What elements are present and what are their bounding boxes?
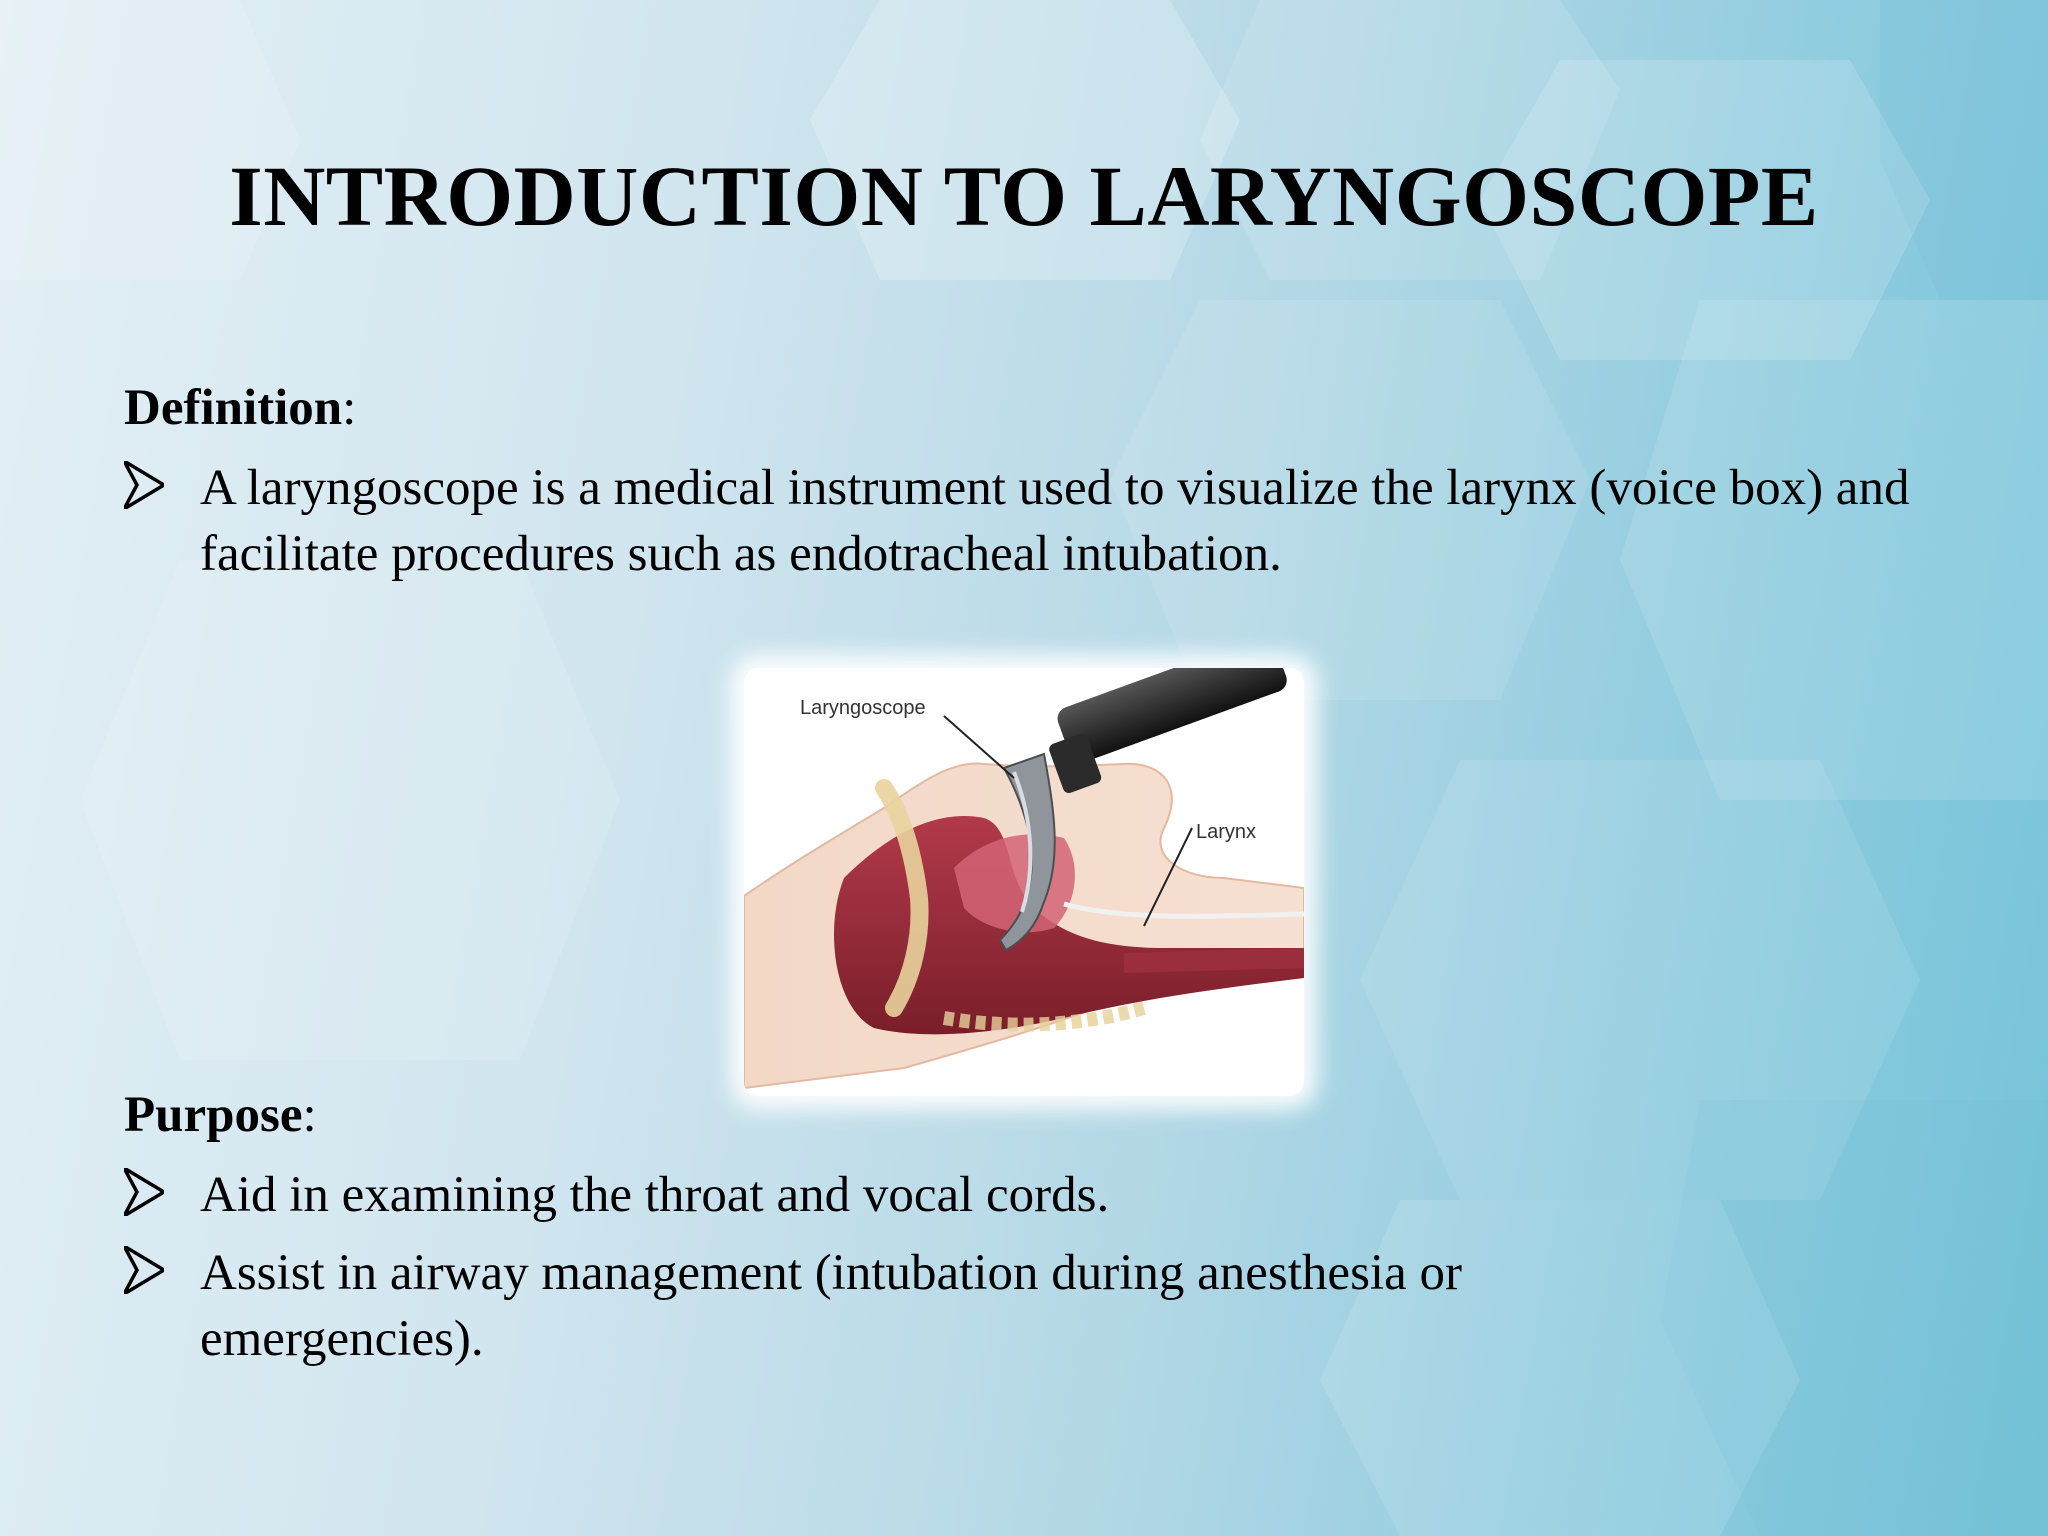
definition-heading (124, 378, 356, 438)
purpose-bullet-text: Aid in examining the throat and vocal cords. (200, 1167, 1110, 1223)
purpose-heading (124, 1085, 317, 1145)
label-laryngoscope: Laryngoscope (800, 697, 926, 719)
arrow-bullet-icon (124, 1246, 164, 1294)
definition-bullet-text: A laryngoscope is a medical instrument used to visualize the larynx (voice box) and facilitate procedures such as endotracheal intubation. (200, 460, 1910, 582)
label-larynx: Larynx (1196, 821, 1257, 843)
arrow-bullet-icon (124, 461, 164, 509)
purpose-bullet-text: Assist in airway management (intubation during anesthesia or emergencies). (200, 1245, 1462, 1367)
definition-heading-text: Definition (124, 380, 343, 436)
purpose-bullet (124, 1240, 1724, 1372)
purpose-bullet (124, 1162, 1924, 1228)
definition-colon: : (342, 380, 357, 436)
laryngoscope-illustration (744, 668, 1304, 1096)
definition-bullet (124, 455, 1924, 587)
purpose-heading-text: Purpose (124, 1087, 303, 1143)
arrow-bullet-icon (124, 1168, 164, 1216)
slide-title: INTRODUCTION TO LARYNGOSCOPE (229, 148, 1819, 244)
purpose-colon: : (302, 1087, 317, 1143)
